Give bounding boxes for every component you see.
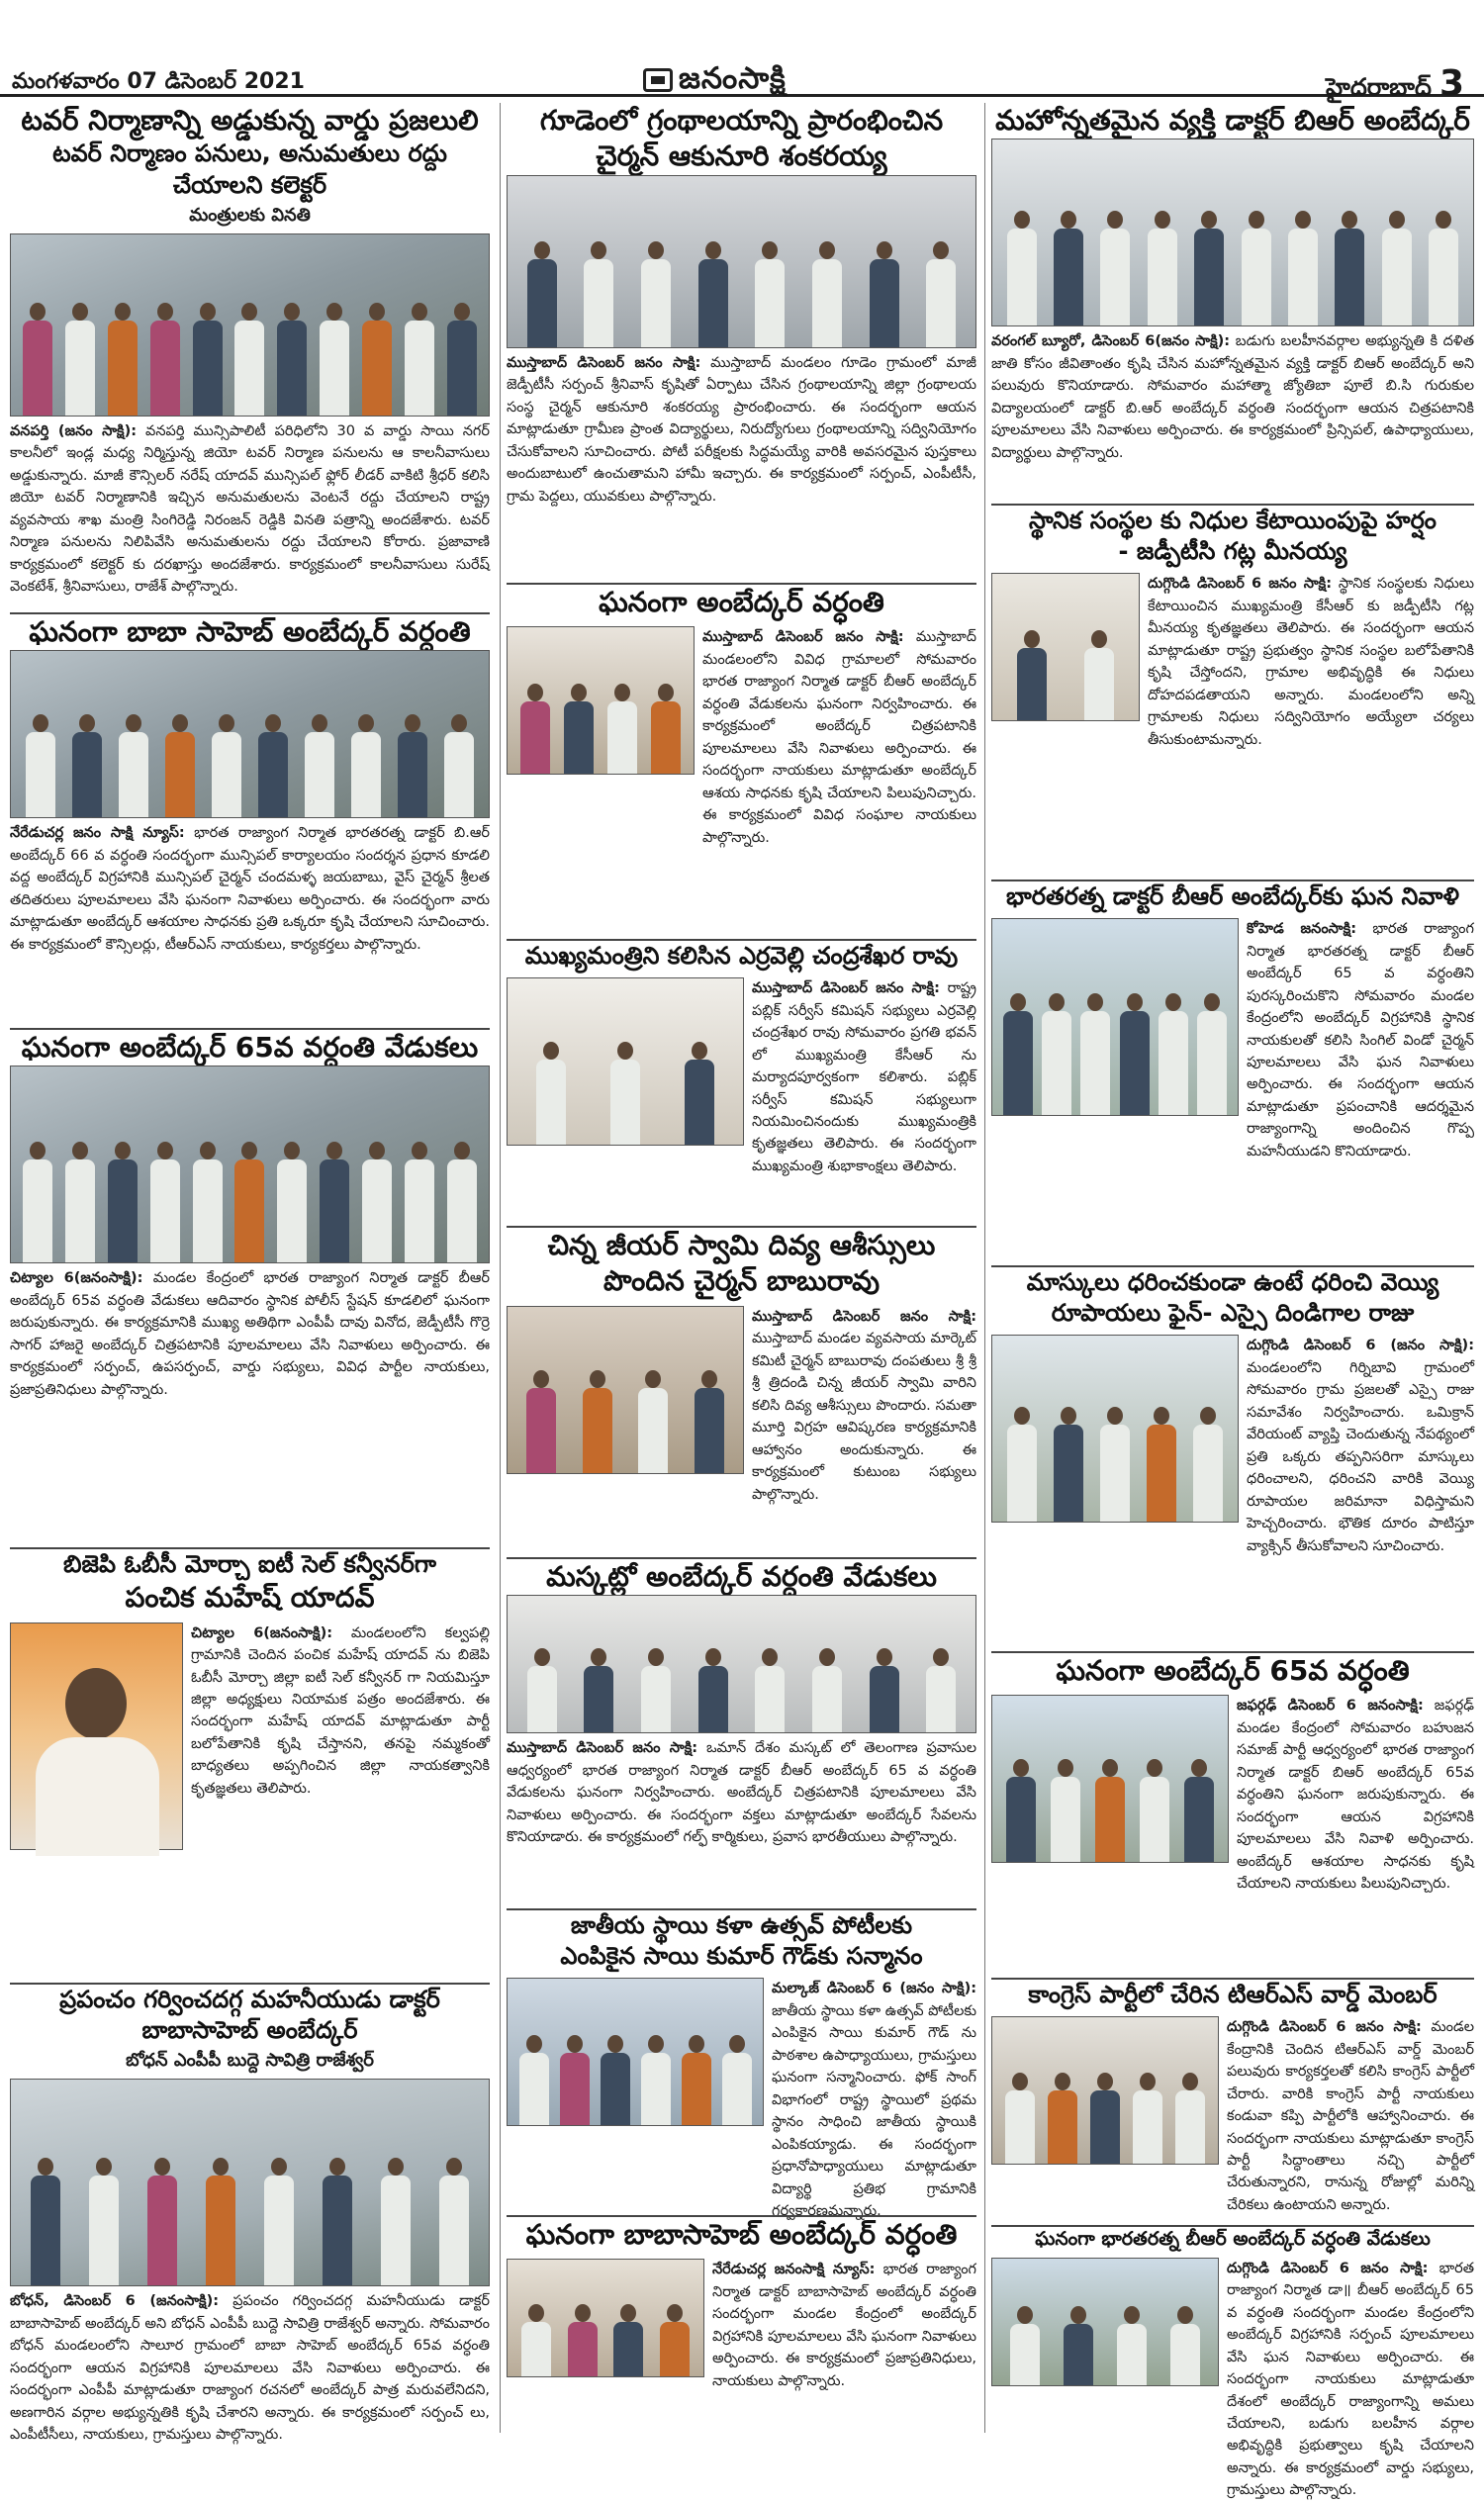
headline: భారతరత్న డాక్టర్ బీఆర్ అంబేద్కర్‌కు ఘన నివాళి (1006, 882, 1459, 910)
dateline: బోధన్, డిసెంబర్ 6 (జనంసాక్షి): (10, 2293, 220, 2310)
article-body (191, 1622, 490, 1850)
article-body (1148, 573, 1474, 751)
news-photo (507, 1306, 744, 1474)
headline: కాంగ్రెస్ పార్టీలో చేరిన టిఆర్ఎస్ వార్డ్ మెంబర్ (1028, 1981, 1438, 2008)
dateline: దుగ్గొండి డిసెంబర్ 6 జనం సాక్షి: (1227, 2260, 1429, 2276)
paper-logo-icon (643, 68, 673, 92)
news-photo (507, 977, 744, 1146)
article-ambedkar-nereducherla (10, 612, 490, 1018)
article-tower (10, 103, 490, 602)
news-photo (10, 1066, 490, 1263)
article-ambedkar-mustabad (507, 583, 976, 929)
headline: ఘనంగా అంబేద్కర్ 65వ వర్ధంతి వేడుకలు (21, 1031, 479, 1064)
article-bharatratna-duggondi (991, 2225, 1475, 2499)
article-cm-meeting (507, 939, 976, 1216)
news-photo (507, 2259, 704, 2377)
article-text: భారత రాజ్యాంగ నిర్మాత భారతరత్న డాక్టర్ బి.ఆర్ అంబేద్కర్ 66 వ వర్ధంతి సందర్భంగా మున్సిపల్ కార్యాలయం సందర్శన ప్రధాన కూడలి వద్ద అంబేద్కర్ విగ్రహానికి మున్సిపల్ చైర్మన్ చందమళ్ళ జయబాబు, వైస్ చైర్మన్ శ్రీలత తదితరులు పూలమాలలు వేసి ఘనంగా నివాళులు అర్పించారు. ఈ సందర్భంగా వారు మాట్లాడుతూ అంబేద్కర్ ఆశయాల సాధనకు ప్రతి ఒక్కరూ కృషి చేయాలని సూచించారు. ఈ కార్యక్రమంలో కౌన్సిలర్లు, టీఆర్ఎస్ నాయకులు, కార్యకర్తలు పాల్గొన్నారు. (10, 825, 490, 953)
article-body (702, 626, 976, 849)
headline: మస్కట్లో అంబేద్కర్ వర్ధంతి వేడుకలు (546, 1560, 937, 1593)
headline-2: టవర్ నిర్మాణం పనులు, అనుమతులు రద్దు చేయాలని కలెక్టర్ (52, 139, 447, 199)
headline: స్థానిక సంస్థల కు నిధుల కేటాయింపుపై హర్షం (1029, 507, 1437, 534)
article-body (10, 822, 490, 956)
headline: మాస్కులు ధరించకుండా ఉంటే ధరించి వెయ్యి (1026, 1268, 1439, 1296)
article-text: రాష్ట్ర పబ్లిక్ సర్వీస్ కమిషన్ సభ్యులు ఎర్రవెల్లి చంద్రశేఖర రావు సోమవారం ప్రగతి భవన్ లో ముఖ్యమంత్రి కేసీఆర్ ను మర్యాదపూర్వకంగా కలిశారు. పబ్లిక్ సర్వీస్ కమిషన్ సభ్యులుగా నియమించినందుకు ముఖ్యమంత్రికి కృతజ్ఞతలు తెలిపారు. ఈ సందర్భంగా ముఖ్యమంత్రి శుభాకాంక్షలు తెలిపారు. (752, 980, 976, 1174)
article-text: ప్రపంచం గర్వించదగ్గ మహనీయుడు డాక్టర్ బాబాసాహెబ్ అంబేద్కర్ అని బోధన్ ఎంపీపీ బుద్దె సావిత్రి రాజేశ్వర్ అన్నారు. సోమవారం బోధన్ మండలంలోని సాలూర గ్రామంలో బాబా సాహెబ్ అంబేద్కర్ 65వ వర్ధంతి సందర్భంగా ఆయన విగ్రహానికి పూలమాలలు వేసి నివాళులు అర్పించారు. ఈ సందర్భంగా ఎంపీపీ మాట్లాడుతూ రాజ్యాంగ రచనలో అంబేద్కర్ పాత్ర మరువలేనిదని, అణగారిన వర్గాల అభ్యున్నతికి కృషి చేశారని అన్నారు. ఈ కార్యక్రమంలో సర్పంచ్ లు, ఎంపీటీసీలు, నాయకులు, గ్రామస్తులు పాల్గొన్నారు. (10, 2293, 491, 2444)
article-bjp-obc (10, 1547, 490, 1973)
dateline: వనపర్తి (జనం సాక్షి): (10, 422, 138, 439)
headline: ప్రపంచం గర్వించదగ్గ మహనీయుడు డాక్టర్ (59, 1986, 440, 2013)
headline-2: పొందిన చైర్మన్ బాబురావు (603, 1264, 881, 1298)
dateline: దుగ్గొండి డిసెంబర్ 6 జనం సాక్షి: (1148, 576, 1333, 593)
article-text: భారత రాజ్యాంగ నిర్మాత భారతరత్న డాక్టర్ బీఆర్ అంబేద్కర్ 65 వ వర్ధంతిని పురస్కరించుకొని సోమవారం మండల కేంద్రంలోని అంబేద్కర్ విగ్రహానికి స్థానిక నాయకులతో కలిసి సింగిల్ విండో చైర్మన్ పూలమాలలు వేసి ఘన నివాళులు అర్పించారు. ఈ సందర్భంగా ఆయన మాట్లాడుతూ ప్రపంచానికి ఆదర్శమైన రాజ్యాంగాన్ని అందించిన గొప్ప మహనీయుడని కొనియాడారు. (1247, 921, 1474, 1159)
headline: మహోన్నతమైన వ్యక్తి డాక్టర్ బిఆర్ అంబేద్కర్ (995, 104, 1470, 137)
article-jeeyar-swamy (507, 1226, 976, 1547)
dateline: వరంగల్ బ్యూరో, డిసెంబర్ 6(జనం సాక్షి): (991, 333, 1231, 350)
article-body (10, 420, 490, 599)
article-text: మండల కేంద్రానికి చెందిన టిఆర్ఎస్ వార్డ్ మెంబర్ పలువురు కార్యకర్తలతో కలిసి కాంగ్రెస్ పార్టీలో చేరారు. వారికి కాంగ్రెస్ పార్టీ నాయకులు కండువా కప్పి పార్టీలోకి ఆహ్వానించారు. ఈ సందర్భంగా నాయకులు మాట్లాడుతూ కాంగ్రెస్ పార్టీ సిద్ధాంతాలు నచ్చి పార్టీలో చేరుతున్నారని, రానున్న రోజుల్లో మరిన్ని చేరికలు ఉంటాయని అన్నారు. (1227, 2019, 1475, 2213)
article-text: ఒమాన్ దేశం మస్కట్ లో తెలంగాణ ప్రవాసుల ఆధ్వర్యంలో భారత రాజ్యాంగ నిర్మాత డాక్టర్ బీఆర్ అంబేద్కర్ 65 వ వర్ధంతి వేడుకలను ఘనంగా నిర్వహించారు. అంబేద్కర్ చిత్రపటానికి పూలమాలలు వేసి నివాళులు అర్పించారు. ఈ సందర్భంగా వక్తలు మాట్లాడుతూ అంబేద్కర్ సేవలను కొనియాడారు. ఈ కార్యక్రమంలో గల్ఫ్ కార్మికులు, ప్రవాస భారతీయులు పాల్గొన్నారు. (507, 1740, 977, 1846)
headline: ఘనంగా అంబేద్కర్ 65వ వర్ధంతి (1056, 1654, 1410, 1687)
headline: ఘనంగా బాబా సాహెబ్ అంబేద్కర్ వర్ధంతి (29, 615, 471, 648)
article-body (10, 2290, 490, 2446)
masthead (0, 0, 1484, 104)
news-photo (991, 2258, 1219, 2386)
headline-2: పంచిక మహేష్ యాదవ్ (125, 1581, 375, 1615)
article-babasaheb-nereducherla (507, 2215, 976, 2433)
paper-name (643, 61, 787, 103)
news-photo (507, 1978, 764, 2126)
news-photo (991, 573, 1140, 721)
article-body (507, 352, 976, 508)
news-photo (991, 1695, 1229, 1863)
news-photo (10, 233, 490, 417)
article-text: వనపర్తి మున్సిపాలిటీ పరిధిలోని 30 వ వార్డు సాయి నగర్ కాలనీలో ఇండ్ల మధ్య నిర్మిస్తున్న జియో టవర్ నిర్మాణ పనులను ఆ కాలనీవాసులు అడ్డుకున్నారు. మాజీ కౌన్సిలర్ నరేష్ యాదవ్ మున్సిపల్ ఫ్లోర్ లీడర్ వాకిటి శ్రీధర్ కలిసి జియో టవర్ నిర్మాణానికి ఇచ్చిన అనుమతులను వెంటనే రద్దు చేయాలని రాష్ట్ర వ్యవసాయ శాఖ మంత్రి సింగిరెడ్డి నిరంజన్ రెడ్డికి వినతి పత్రాన్ని అందజేశారు. టవర్ నిర్మాణ పనులను నిలిపివేసి అనుమతులను రద్దు చేయాలని కోరారు. ప్రజావాణి కార్యక్రమంలో కలెక్టర్ కు దరఖాస్తు అందజేశారు. కార్యక్రమంలో కాలనీవాసులు సురేష్ వెంకటేశ్, శ్రీనివాసులు, రాజేశ్ పాల్గొన్నారు. (10, 422, 490, 596)
headline-2: - జడ్పీటీసి గట్ల మీనయ్య (1118, 537, 1347, 566)
headline: ముఖ్యమంత్రిని కలిసిన ఎర్రవెల్లి చంద్రశేఖర రావు (524, 942, 959, 970)
headline-2: రూపాయలు ఫైన్- ఎస్సై దిండిగాల రాజు (1051, 1299, 1415, 1328)
dateline: దుగ్గొండి డిసెంబర్ 6 జనం సాక్షి: (1227, 2019, 1422, 2036)
news-photo (10, 2079, 490, 2286)
article-body (712, 2259, 976, 2392)
article-text: మండలంలోని గిర్నిబావి గ్రామంలో సోమవారం గ్రామ ప్రజలతో ఎస్సై రాజు సమావేశం నిర్వహించారు. ఒమిక్రాన్ వేరియంట్ వ్యాప్తి చెందుతున్న నేపథ్యంలో ప్రతి ఒక్కరు తప్పనిసరిగా మాస్కులు ధరించాలని, ధరించని వారికి వెయ్యి రూపాయల జరిమానా విధిస్తామని హెచ్చరించారు. భౌతిక దూరం పాటిస్తూ వ్యాక్సిన్ తీసుకోవాలని సూచించారు. (1247, 1359, 1474, 1554)
article-text: మండలంలోని కల్వపల్లి గ్రామానికి చెందిన పంచిక మహేష్ యాదవ్ ను బిజెపి ఓబీసీ మోర్చా జిల్లా ఐటీ సెల్ కన్వీనర్ గా నియమిస్తూ జిల్లా అధ్యక్షులు నియామక పత్రం అందజేశారు. ఈ సందర్భంగా మహేష్ యాదవ్ మాట్లాడుతూ పార్టీ బలోపేతానికి కృషి చేస్తానని, తనపై నమ్మకంతో బాధ్యతలు అప్పగించిన జిల్లా నాయకత్వానికి కృతజ్ఞతలు తెలిపారు. (191, 1624, 490, 1797)
article-text: జఫర్గఢ్ మండల కేంద్రంలో సోమవారం బహుజన సమాజ్ పార్టీ ఆధ్వర్యంలో భారత రాజ్యాంగ నిర్మాత డాక్టర్ బిఆర్ అంబేద్కర్ 65వ వర్ధంతిని ఘనంగా జరుపుకున్నారు. ఈ సందర్భంగా ఆయన విగ్రహానికి పూలమాలలు వేసి నివాళి అర్పించారు. అంబేద్కర్ ఆశయాల సాధనకు కృషి చేయాలని నాయకులు పిలుపునిచ్చారు. (1237, 1698, 1474, 1893)
article-body (752, 1306, 976, 1506)
article-great-man (991, 103, 1474, 494)
headline: జాతీయ స్థాయి కళా ఉత్సవ్ పోటీలకు (570, 1911, 913, 1939)
article-body (10, 1267, 490, 1401)
news-photo (507, 1595, 976, 1733)
article-congress-join (991, 1978, 1474, 2215)
issue-date: మంగళవారం 07 డిసెంబర్ 2021 (12, 69, 305, 94)
column-3 (984, 103, 1475, 2499)
paper-title: జనంసాక్షి (679, 61, 787, 96)
dateline: ముస్తాబాద్ డిసెంబర్ జనం సాక్షి: (507, 1740, 698, 1757)
headline: ఘనంగా బాబాసాహెబ్ అంబేద్కర్ వర్ధంతి (525, 2218, 958, 2251)
headline: గూడెంలో గ్రంథాలయాన్ని ప్రారంభించిన (539, 104, 944, 137)
article-bodhan (10, 1983, 491, 2444)
article-body (1237, 1695, 1474, 1895)
dateline: జఫర్గఢ్ డిసెంబర్ 6 జనంసాక్షి: (1237, 1698, 1424, 1714)
news-photo (991, 918, 1239, 1116)
article-body (1247, 918, 1474, 1162)
headline-2: ఎంపికైన సాయి కుమార్ గౌడ్‌కు సన్మానం (560, 1942, 923, 1971)
headline: ఘనంగా భారతరత్న బీఆర్ అంబేద్కర్ వర్ధంతి వేడుకలు (1035, 2228, 1431, 2250)
dateline: నేరేడుచర్ల జనంసాక్షి న్యూస్: (712, 2262, 876, 2278)
news-photo (507, 175, 976, 348)
article-body (772, 1978, 976, 2222)
news-photo (991, 1335, 1239, 1523)
article-text: ముస్తాబాద్ మండల వ్యవసాయ మార్కెట్ కమిటీ చైర్మన్ బాబురావు దంపతులు శ్రీ శ్రీ శ్రీ త్రిదండి చిన్న జీయర్ స్వామి వారిని కలిసి దివ్య ఆశీస్సులు పొందారు. సమతా మూర్తి విగ్రహ ఆవిష్కరణ కార్యక్రమానికి ఆహ్వానం అందుకున్నారు. ఈ కార్యక్రమంలో కుటుంబ సభ్యులు పాల్గొన్నారు. (752, 1331, 976, 1503)
article-text: ముస్తాబాద్ మండలంలోని వివిధ గ్రామాలలో సోమవారం భారత రాజ్యాంగ నిర్మాత డాక్టర్ బీఆర్ అంబేద్కర్ వర్ధంతి వేడుకలను ఘనంగా నిర్వహించారు. ఈ కార్యక్రమంలో అంబేద్కర్ చిత్రపటానికి పూలమాలలు వేసి నివాళులు అర్పించారు. ఈ సందర్భంగా నాయకులు మాట్లాడుతూ అంబేద్కర్ ఆశయ సాధనకు కృషి చేయాలని పిలుపునిచ్చారు. ఈ కార్యక్రమంలో వివిధ సంఘాల నాయకులు పాల్గొన్నారు. (702, 629, 976, 846)
article-text: స్థానిక సంస్థలకు నిధులు కేటాయించిన ముఖ్యమంత్రి కేసీఆర్ కు జడ్పీటీసి గట్ల మీనయ్య కృతజ్ఞతలు తెలిపారు. ఈ సందర్భంగా ఆయన మాట్లాడుతూ రాష్ట్ర ప్రభుత్వం స్థానిక సంస్థల బలోపేతానికి కృషి చేస్తోందని, గ్రామాల అభివృద్ధికి ఈ నిధులు దోహదపడతాయని అన్నారు. మండలంలోని అన్ని గ్రామాలకు నిధులు సద్వినియోగం అయ్యేలా చర్యలు తీసుకుంటామన్నారు. (1148, 576, 1475, 748)
headline: ఘనంగా అంబేద్కర్ వర్ధంతి (599, 586, 884, 618)
article-library (507, 103, 976, 573)
dateline: నేరేడుచర్ల జనం సాక్షి న్యూస్: (10, 825, 185, 842)
column-1 (10, 103, 491, 2444)
news-photo (10, 650, 490, 818)
article-body (1227, 2016, 1474, 2216)
headline-2: బాబాసాహెబ్ అంబేద్కర్ (141, 2016, 358, 2045)
dateline: దుగ్గొండి డిసెంబర్ 6 (జనం సాక్షి): (1247, 1338, 1474, 1354)
news-photo (507, 626, 695, 775)
subheadline: మంత్రులకు వినతి (189, 204, 311, 226)
article-text: బడుగు బలహీనవర్గాల అభ్యున్నతి కి దళిత జాతి కోసం జీవితాంతం కృషి చేసిన మహోన్నతమైన వ్యక్తి డాక్టర్ బిఆర్ అంబేద్కర్ అని పలువురు కొనియాడారు. సోమవారం మహాత్మా జ్యోతిబా పూలే బి.సి గురుకుల విద్యాలయంలో డాక్టర్ బి.ఆర్ అంబేద్కర్ వర్ధంతి సందర్భంగా ఆయన చిత్రపటానికి పూలమాలలు వేసి నివాళులు అర్పించారు. ఈ కార్యక్రమంలో ప్రిన్సిపల్, ఉపాధ్యాయులు, విద్యార్థులు పాల్గొన్నారు. (991, 333, 1474, 461)
dateline: చిట్యాల 6(జనంసాక్షి): (191, 1624, 332, 1641)
headline: టవర్ నిర్మాణాన్ని అడ్డుకున్న వార్డు ప్రజలులి (21, 104, 479, 137)
article-text: మండల కేంద్రంలో భారత రాజ్యాంగ నిర్మాత డాక్టర్ బీఆర్ అంబేద్కర్ 65వ వర్ధంతి వేడుకలు ఆదివారం స్థానిక పోలీస్ స్టేషన్ కూడలిలో ఘనంగా జరుపుకున్నారు. ఈ కార్యక్రమానికి ముఖ్య అతిథిగా ఎంపీపీ దావు వినోద, జెడ్పీటీసీ గొర్రె సాగర్ హాజరై అంబేద్కర్ చిత్రపటానికి పూలమాలలు వేసి నివాళులు అర్పించారు. ఈ కార్యక్రమంలో సర్పంచ్, ఉపసర్పంచ్, వార్డు సభ్యులు, వివిధ పార్టీల నాయకులు, ప్రజాప్రతినిధులు పాల్గొన్నారు. (10, 1270, 491, 1398)
article-text: ముస్తాబాద్ మండలం గూడెం గ్రామంలో మాజీ జెడ్పీటీసీ సర్పంచ్ శ్రీనివాస్ కృషితో ఏర్పాటు చేసిన గ్రంథాలయాన్ని జిల్లా గ్రంథాలయ సంస్థ చైర్మన్ ఆకునూరి శంకరయ్య ప్రారంభించారు. ఈ సందర్భంగా ఆయన మాట్లాడుతూ గ్రామీణ ప్రాంత విద్యార్థులు, నిరుద్యోగులు గ్రంథాలయాన్ని సద్వినియోగం చేసుకోవాలని సూచించారు. పోటీ పరీక్షలకు సిద్ధమయ్యే వారికి అవసరమైన పుస్తకాలు అందుబాటులో ఉంచుతామని హామీ ఇచ్చారు. ఈ కార్యక్రమంలో సర్పంచ్, ఎంపీటీసీ, గ్రామ పెద్దలు, యువకులు పాల్గొన్నారు. (507, 354, 976, 505)
article-masks-fine (991, 1265, 1474, 1641)
article-ambedkar-jafargadh (991, 1651, 1474, 1968)
article-muscat (507, 1557, 976, 1899)
article-body (991, 330, 1474, 464)
article-funds (991, 504, 1474, 870)
portrait-photo (10, 1622, 183, 1850)
article-body (1227, 2258, 1474, 2502)
headline: చిన్న జీయర్ స్వామి దివ్య ఆశీస్సులు (547, 1229, 936, 1261)
edition (1326, 63, 1464, 107)
article-text: భారత రాజ్యాంగ నిర్మాత డా॥ బీఆర్ అంబేద్కర్ 65 వ వర్ధంతి సందర్భంగా మండల కేంద్రంలోని అంబేద్కర్ విగ్రహానికి సర్పంచ్ పూలమాలలు వేసి ఘన నివాళులు అర్పించారు. ఈ సందర్భంగా నాయకులు మాట్లాడుతూ దేశంలో అంబేద్కర్ రాజ్యాంగాన్ని అమలు చేయాలని, బడుగు బలహీన వర్గాల అభివృద్ధికి ప్రభుత్వాలు కృషి చేయాలని అన్నారు. ఈ కార్యక్రమంలో వార్డు సభ్యులు, గ్రామస్తులు పాల్గొన్నారు. (1227, 2260, 1475, 2499)
dateline: కోహెడ జనంసాక్షి: (1247, 921, 1356, 938)
page-number: 3 (1438, 63, 1464, 104)
dateline: ముస్తాబాద్ డిసెంబర్ జనం సాక్షి: (507, 354, 701, 371)
article-body (1247, 1335, 1474, 1557)
news-photo (991, 2016, 1219, 2165)
news-photo (991, 139, 1474, 326)
headline-2: చైర్మన్ ఆకునూరి శంకరయ్య (596, 139, 887, 173)
article-kala-utsav (507, 1908, 976, 2220)
article-text: జాతీయ స్థాయి కళా ఉత్సవ్ పోటీలకు ఎంపికైన సాయి కుమార్ గౌడ్ ను పాఠశాల ఉపాధ్యాయులు, గ్రామస్తులు ఘనంగా సన్మానించారు. ఫోక్ సాంగ్ విభాగంలో రాష్ట్ర స్థాయిలో ప్రథమ స్థానం సాధించి జాతీయ స్థాయికి ఎంపికయ్యాడు. ఈ సందర్భంగా ప్రధానోపాధ్యాయులు మాట్లాడుతూ విద్యార్థి ప్రతిభ గ్రామానికి గర్వకారణమన్నారు. (772, 2002, 976, 2220)
article-body (752, 977, 976, 1177)
article-text: భారత రాజ్యాంగ నిర్మాత డాక్టర్ బాబాసాహెబ్ అంబేద్కర్ వర్ధంతి సందర్భంగా మండల కేంద్రంలో అంబేద్కర్ విగ్రహానికి పూలమాలలు వేసి ఘనంగా నివాళులు అర్పించారు. ఈ కార్యక్రమంలో ప్రజాప్రతినిధులు, నాయకులు పాల్గొన్నారు. (712, 2262, 976, 2389)
headline: బిజెపి ఓబీసీ మోర్చా ఐటీ సెల్ కన్వీనర్‌గా (63, 1550, 436, 1578)
subheadline: బోధన్ ఎంపీపీ బుద్దె సావిత్రి రాజేశ్వర్ (126, 2050, 374, 2072)
dateline: ముస్తాబాద్ డిసెంబర్ జనం సాక్షి: (752, 1308, 976, 1325)
column-2 (500, 103, 976, 2433)
article-bharatratna-kohed (991, 880, 1474, 1255)
dateline: చిట్యాల 6(జనంసాక్షి): (10, 1270, 143, 1287)
edition-city: హైదరాబాద్ (1326, 73, 1432, 101)
article-body (507, 1737, 976, 1848)
dateline: మల్కాజ్ డిసెంబర్ 6 (జనం సాక్షి): (772, 1981, 976, 1997)
article-ambedkar-chityala (10, 1028, 490, 1537)
dateline: ముస్తాబాద్ డిసెంబర్ జనం సాక్షి: (752, 980, 940, 997)
dateline: ముస్తాబాద్ డిసెంబర్ జనం సాక్షి: (702, 629, 904, 646)
